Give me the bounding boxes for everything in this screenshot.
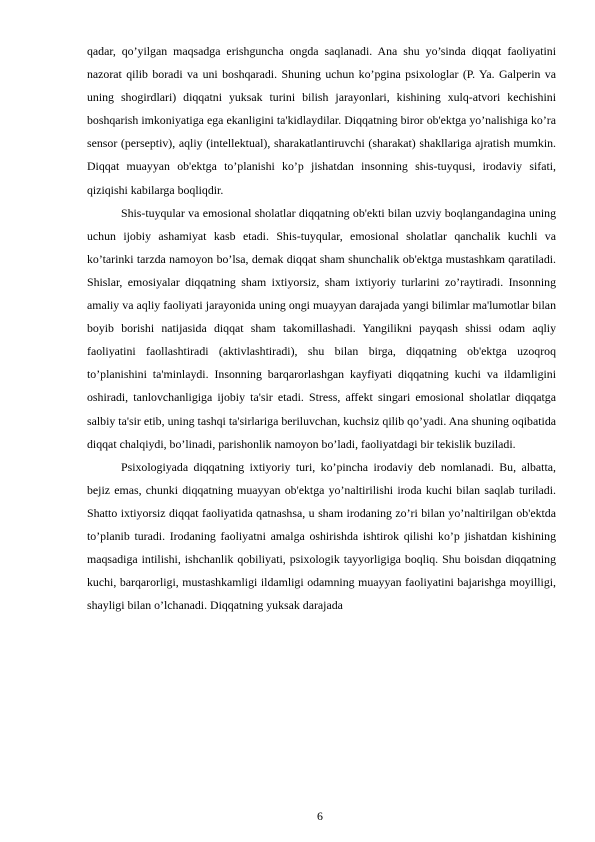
paragraph-3: Psixologiyada diqqatning ixtiyoriy turi, ko’pincha irodaviy deb nomlanadi. Bu, albatta, bejiz emas, chunki diqqatning muayyan ob'ektga yo’naltirilishi iroda kuchi bilan saqlab turiladi. Shatto ixtiyorsiz diqqat faoliyatida qatnashsa, u sham irodaning zo’ri bilan yo’naltirilgan ob'ektda to’planib turadi. Irodaning faoliyatni amalga oshirishda ishtirok qilishi ko’p jishatdan kishining maqsadiga intilishi, ishchanlik qobiliyati, psixologik tayyorligiga boqliq. Shu boisdan diqqatning kuchi, barqarorligi, mustashkamligi ildamligi odamning muayyan faoliyatini bajarishga moyilligi, shayligi bilan o’lchanadi. Diqqatning yuksak darajada	[87, 459, 556, 613]
paragraph-1: qadar, qo’yilgan maqsadga erishguncha ongda saqlanadi. Ana shu yo’sinda diqqat faoliyatini nazorat qilib boradi va uni boshqaradi. Shuning uchun ko’pgina psixologlar (P. Ya. Galperin va uning shogirdlari) diqqatni yuksak turini bilish jarayonlari, kishining xulq-atvori kechishini boshqarish imkoniyatiga ega ekanligini ta'kidlaydilar. Diqqatning biror ob'ektga yo’nalishiga ko’ra sensor (perseptiv), aqliy (intellektual), sharakatlantiruvchi (sharakat) shakllariga ajratish mumkin. Diqqat muayyan ob'ektga to’planishi ko’p jishatdan insonning shis-tuyqusi, irodaviy sifati, qiziqishi kabilarga boqliqdir.	[87, 44, 556, 197]
paragraph-2: Shis-tuyqular va emosional sholatlar diqqatning ob'ekti bilan uzviy boqlangandagina uning uchun ijobiy ashamiyat kasb etadi. Shis-tuyqular, emosional sholatlar qanchalik kuchli va ko’tarinki tarzda namoyon bo’lsa, demak diqqat sham shunchalik ob'ektga mustashkam qaratiladi. Shislar, emosiyalar diqqatning sham ixtiyorsiz, sham ixtiyoriy turlarini zo’raytiradi. Insonning amaliy va aqliy faoliyati jarayonida uning ongi muayyan darajada yangi bilimlar ma'lumotlar bilan boyib borishi natijasida diqqat sham takomillashadi. Yangilikni payqash shissi odam aqliy faoliyatini faollashtiradi (aktivlashtiradi), shu bilan birga, diqqatning ob'ektga uzoqroq to’planishini ta'minlaydi. Insonning barqarorlashgan kayfiyati diqqatning kuchi va ildamligini oshiradi, tanlovchanligiga ijobiy ta'sir etadi. Stress, affekt singari emosional sholatlar diqqatga salbiy ta'sir etib, uning tashqi ta'sirlariga beriluvchan, kuchsiz qilib qo’yadi. Ana shuning oqibatida diqqat chalqiydi, bo’linadi, parishonlik namoyon bo’ladi, faoliyatdagi bir tekislik buziladi.	[87, 205, 556, 451]
page-number: 6	[317, 809, 323, 823]
page-body	[87, 40, 556, 617]
